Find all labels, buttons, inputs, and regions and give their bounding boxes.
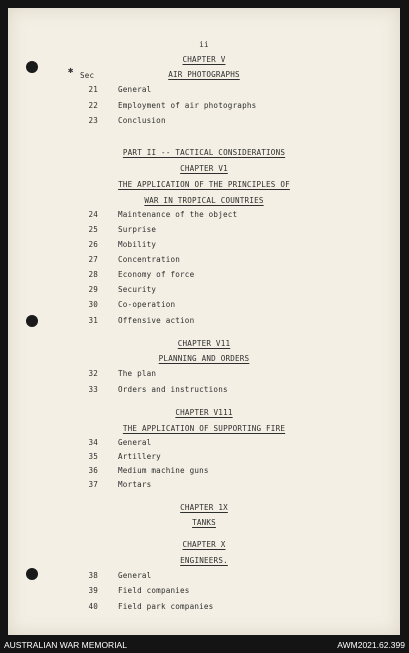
chapter-heading: CHAPTER X (182, 540, 226, 549)
section-title: General (118, 85, 152, 94)
footer-source: AUSTRALIAN WAR MEMORIAL (4, 640, 127, 650)
chapter-title: THE APPLICATION OF THE PRINCIPLES OF (118, 180, 290, 189)
section-number: 26 (88, 240, 98, 249)
section-title: Orders and instructions (118, 385, 228, 394)
section-title: Maintenance of the object (118, 210, 238, 219)
section-title: Conclusion (118, 116, 166, 125)
section-title: Mobility (118, 240, 157, 249)
section-title: Employment of air photographs (118, 101, 257, 110)
footer-reference: AWM2021.62.399 (337, 640, 405, 650)
section-column-header: Sec (80, 71, 95, 80)
section-number: 39 (88, 586, 98, 595)
section-number: 25 (88, 225, 98, 234)
section-title: Offensive action (118, 316, 195, 325)
punch-hole (26, 315, 38, 327)
section-number: 24 (88, 210, 98, 219)
section-number: 31 (88, 316, 98, 325)
chapter-heading: CHAPTER V11 (177, 339, 231, 348)
section-number: 34 (88, 438, 98, 447)
section-title: Surprise (118, 225, 157, 234)
section-number: 33 (88, 385, 98, 394)
section-title: The plan (118, 369, 157, 378)
section-title: Medium machine guns (118, 466, 209, 475)
section-number: 29 (88, 285, 98, 294)
chapter-heading: CHAPTER V111 (175, 408, 233, 417)
section-number: 23 (88, 116, 98, 125)
section-title: General (118, 571, 152, 580)
section-title: General (118, 438, 152, 447)
chapter-heading: CHAPTER 1X (180, 503, 228, 512)
page-number: ii (199, 40, 209, 49)
section-number: 22 (88, 101, 98, 110)
chapter-title: WAR IN TROPICAL COUNTRIES (144, 196, 264, 205)
chapter-title: ENGINEERS. (180, 556, 228, 565)
chapter-title: TANKS (192, 518, 216, 527)
section-title: Economy of force (118, 270, 195, 279)
section-number: 21 (88, 85, 98, 94)
section-number: 40 (88, 602, 98, 611)
section-number: 32 (88, 369, 98, 378)
section-title: Security (118, 285, 157, 294)
chapter-heading: CHAPTER V1 (180, 164, 228, 173)
ink-mark: ✱ (68, 66, 74, 76)
section-number: 37 (88, 480, 98, 489)
chapter-title: PLANNING AND ORDERS (158, 354, 250, 363)
section-number: 30 (88, 300, 98, 309)
section-title: Field park companies (118, 602, 214, 611)
part-heading: PART II -- TACTICAL CONSIDERATIONS (122, 148, 286, 157)
section-number: 27 (88, 255, 98, 264)
section-number: 28 (88, 270, 98, 279)
punch-hole (26, 568, 38, 580)
section-title: Field companies (118, 586, 190, 595)
section-title: Artillery (118, 452, 161, 461)
chapter-heading: CHAPTER V (182, 55, 226, 64)
section-number: 35 (88, 452, 98, 461)
section-title: Mortars (118, 480, 152, 489)
section-number: 36 (88, 466, 98, 475)
document-page (8, 8, 400, 635)
chapter-title: THE APPLICATION OF SUPPORTING FIRE (122, 424, 286, 433)
chapter-title: AIR PHOTOGRAPHS (168, 70, 240, 79)
section-number: 38 (88, 571, 98, 580)
section-title: Co-operation (118, 300, 176, 309)
section-title: Concentration (118, 255, 181, 264)
archive-footer (0, 635, 409, 653)
